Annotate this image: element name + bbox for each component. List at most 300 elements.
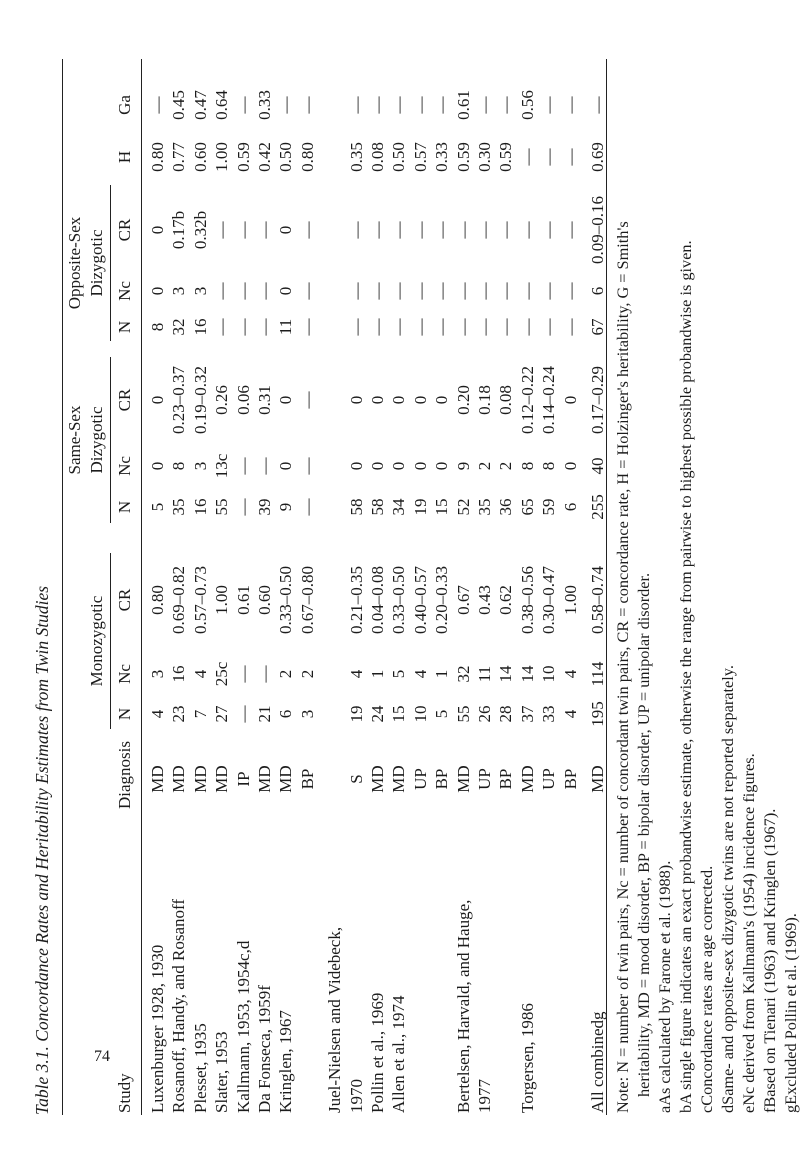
col-os-n: N: [115, 320, 134, 334]
cell-os-n: 16: [190, 318, 210, 336]
cell-mz-n: 5: [432, 709, 452, 719]
cell-study: Pollin et al., 1969: [368, 992, 387, 1113]
cell-mz-n: 37: [517, 705, 537, 723]
cell-diagnosis: MD: [169, 765, 189, 793]
cell-diagnosis: BP: [496, 768, 516, 790]
cell-os-nc: —: [475, 282, 494, 300]
cell-os-n: 11: [276, 318, 296, 336]
cell-ss-cr: 0: [276, 395, 296, 405]
cell-mz-n: 24: [368, 705, 387, 723]
cell-mz-nc: 10: [539, 665, 559, 683]
cell-os-cr: —: [368, 221, 387, 239]
cell-diagnosis: BP: [560, 768, 580, 790]
cell-ss-nc: 0: [276, 461, 296, 471]
cell-g: —: [496, 96, 516, 114]
cell-mz-nc: 16: [169, 665, 189, 683]
cell-os-nc: 3: [169, 286, 189, 296]
cell-mz-cr: 0.43: [475, 585, 494, 615]
col-ss-n: N: [115, 500, 134, 514]
cell-h: —: [560, 148, 580, 166]
cell-mz-nc: 3: [148, 669, 167, 679]
footnote-c: cConcordance rates are age corrected.: [697, 865, 716, 1113]
cell-mz-nc: 2: [297, 669, 317, 679]
cell-os-cr: 0: [148, 225, 167, 235]
cell-ss-n: —: [233, 498, 253, 516]
cell-g: —: [233, 96, 253, 114]
ss-group-rule: [110, 357, 111, 523]
cell-os-nc: —: [453, 282, 473, 300]
cell-os-nc: —: [346, 282, 366, 300]
table-row: [494, 0, 518, 1175]
table-notes: [612, 53, 800, 1113]
cell-study: Torgersen, 1986: [517, 1003, 537, 1113]
cell-mz-cr: 1.00: [212, 585, 232, 615]
cell-h: 0.42: [255, 142, 274, 172]
cell-mz-nc: 4: [190, 669, 210, 679]
table-row: [167, 0, 191, 1175]
table-caption: Table 3.1. Concordance Rates and Heritability Estimates from Twin Studies: [32, 585, 52, 1115]
cell-os-n: —: [496, 318, 516, 336]
cell-os-nc: 3: [190, 286, 210, 296]
column-header-row: [113, 0, 137, 1175]
cell-ss-n: 255: [588, 494, 607, 520]
cell-os-n: —: [475, 318, 494, 336]
cell-mz-n: 26: [475, 705, 494, 723]
cell-diagnosis: BP: [297, 768, 317, 790]
col-os-nc: Nc: [115, 281, 134, 301]
cell-h: 0.08: [368, 142, 387, 172]
cell-os-nc: —: [432, 282, 452, 300]
cell-h: 0.60: [190, 142, 210, 172]
cell-ss-n: 39: [255, 498, 274, 516]
cell-mz-cr: 0.04–0.08: [368, 566, 387, 634]
cell-os-cr: 0.32b: [190, 210, 210, 250]
cell-os-cr: —: [475, 221, 494, 239]
cell-mz-nc: 25c: [212, 661, 232, 687]
cell-ss-nc: —: [297, 457, 317, 475]
cell-g: —: [276, 96, 296, 114]
cell-ss-cr: 0.06: [233, 385, 253, 415]
cell-g: —: [389, 96, 409, 114]
cell-g: —: [368, 96, 387, 114]
cell-h: 0.57: [410, 142, 430, 172]
cell-mz-n: 3: [297, 709, 317, 719]
cell-mz-cr: 1.00: [560, 585, 580, 615]
cell-mz-nc: 1: [432, 669, 452, 679]
cell-ss-cr: 0: [389, 395, 409, 405]
cell-ss-n: 52: [453, 498, 473, 516]
cell-diagnosis: MD: [148, 765, 167, 793]
cell-study: 1977: [475, 1079, 494, 1113]
cell-study: Rosanoff, Handy, and Rosanoff: [169, 898, 189, 1113]
table-row: [430, 0, 454, 1175]
cell-h: 0.33: [432, 142, 452, 172]
cell-mz-cr: 0.20–0.33: [432, 566, 452, 634]
footnote-g: gExcluded Pollin et al. (1969).: [781, 913, 800, 1113]
mz-group-rule: [110, 553, 111, 729]
cell-os-cr: —: [517, 221, 537, 239]
cell-g: —: [297, 96, 317, 114]
cell-os-nc: —: [410, 282, 430, 300]
table-row: [232, 0, 256, 1175]
cell-os-cr: —: [346, 221, 366, 239]
cell-os-cr: —: [432, 221, 452, 239]
cell-h: 0.35: [346, 142, 366, 172]
cell-mz-n: 19: [346, 705, 366, 723]
note-line: Note: N = number of twin pairs, Nc = number of concordant twin pairs, CR = concordance rate, H = Holzinger's heritability, G = Smith's: [613, 221, 632, 1113]
cell-study: All combinedg: [588, 1011, 607, 1113]
cell-diagnosis: MD: [588, 765, 607, 793]
cell-os-cr: —: [453, 221, 473, 239]
col-ss-cr: CR: [115, 388, 134, 412]
cell-ss-cr: 0: [346, 395, 366, 405]
cell-g: —: [410, 96, 430, 114]
cell-diagnosis: UP: [410, 768, 430, 790]
cell-study: Juel-Nielsen and Videbeck,: [325, 926, 345, 1113]
col-mz-nc: Nc: [115, 664, 134, 684]
cell-ss-nc: 0: [410, 461, 430, 471]
cell-mz-nc: 14: [496, 665, 516, 683]
group-header-opposite-sex-dizygotic: Opposite-Sex Dizygotic: [65, 216, 106, 310]
cell-os-nc: 0: [276, 286, 296, 296]
col-mz-cr: CR: [115, 588, 134, 612]
cell-ss-nc: 8: [169, 461, 189, 471]
cell-os-cr: —: [389, 221, 409, 239]
cell-ss-nc: 13c: [212, 453, 232, 479]
table-row: [189, 0, 213, 1175]
table-row: [146, 0, 170, 1175]
cell-os-n: —: [560, 318, 580, 336]
bottom-rule: [606, 59, 607, 1115]
cell-ss-n: 15: [432, 498, 452, 516]
cell-diagnosis: MD: [368, 765, 387, 793]
cell-diagnosis: MD: [276, 765, 296, 793]
cell-ss-cr: 0.31: [255, 385, 274, 415]
cell-mz-nc: 1: [368, 669, 387, 679]
cell-g: —: [346, 96, 366, 114]
cell-ss-n: 55: [212, 498, 232, 516]
table-row: [296, 0, 320, 1175]
cell-ss-cr: 0.08: [496, 385, 516, 415]
col-os-cr: CR: [115, 218, 134, 242]
cell-os-cr: —: [410, 221, 430, 239]
cell-os-n: —: [346, 318, 366, 336]
cell-ss-n: 16: [190, 498, 210, 516]
cell-h: 0.59: [233, 142, 253, 172]
cell-ss-n: 19: [410, 498, 430, 516]
cell-mz-cr: 0.33–0.50: [389, 566, 409, 634]
cell-ss-nc: 0: [432, 461, 452, 471]
table-row: [274, 0, 298, 1175]
cell-g: —: [432, 96, 452, 114]
cell-ss-nc: 8: [517, 461, 537, 471]
cell-mz-cr: 0.67–0.80: [297, 566, 317, 634]
cell-ss-cr: 0.23–0.37: [169, 366, 189, 434]
cell-os-nc: —: [297, 282, 317, 300]
cell-study: Bertelsen, Harvald, and Hauge,: [453, 899, 473, 1113]
cell-os-cr: 0: [276, 225, 296, 235]
cell-h: 0.77: [169, 142, 189, 172]
cell-mz-n: 7: [190, 709, 210, 719]
cell-study: Allen et al., 1974: [389, 995, 409, 1113]
cell-os-cr: —: [539, 221, 559, 239]
cell-ss-cr: 0.18: [475, 385, 494, 415]
cell-diagnosis: MD: [389, 765, 409, 793]
cell-ss-cr: 0: [432, 395, 452, 405]
table-row: [559, 0, 583, 1175]
cell-mz-n: 28: [496, 705, 516, 723]
cell-ss-nc: 2: [496, 461, 516, 471]
cell-os-nc: 0: [148, 286, 167, 296]
cell-os-n: —: [410, 318, 430, 336]
os-group-rule: [110, 185, 111, 341]
cell-os-n: —: [389, 318, 409, 336]
footnote-f: fBased on Tienari (1963) and Kringlen (1967).: [760, 808, 779, 1113]
cell-study: Plesset, 1935: [190, 1023, 210, 1113]
cell-g: —: [560, 96, 580, 114]
cell-mz-n: 15: [389, 705, 409, 723]
cell-ss-n: 35: [169, 498, 189, 516]
cell-mz-nc: —: [233, 665, 253, 683]
cell-os-cr: —: [255, 221, 274, 239]
cell-os-nc: —: [255, 282, 274, 300]
cell-ss-cr: 0.26: [212, 385, 232, 415]
cell-os-cr: —: [560, 221, 580, 239]
cell-study: Luxenburger 1928, 1930: [148, 944, 167, 1113]
cell-ss-n: 5: [148, 502, 167, 512]
cell-os-cr: —: [212, 221, 232, 239]
cell-ss-n: 65: [517, 498, 537, 516]
cell-os-cr: 0.09–0.16: [588, 196, 607, 264]
cell-os-nc: —: [496, 282, 516, 300]
group-header-same-sex-dizygotic: Same-Sex Dizygotic: [65, 405, 106, 475]
cell-mz-cr: 0.33–0.50: [276, 566, 296, 634]
cell-ss-n: 35: [475, 498, 494, 516]
cell-ss-n: 36: [496, 498, 516, 516]
table-row: [537, 0, 561, 1175]
cell-os-nc: —: [560, 282, 580, 300]
col-g: Ga: [115, 95, 134, 115]
cell-diagnosis: UP: [539, 768, 559, 790]
cell-g: —: [475, 96, 494, 114]
table-row: [323, 0, 347, 1175]
cell-ss-cr: 0.20: [453, 385, 473, 415]
cell-mz-nc: 32: [453, 665, 473, 683]
top-rule: [62, 59, 63, 1115]
cell-os-n: —: [453, 318, 473, 336]
cell-ss-cr: 0: [560, 395, 580, 405]
col-ss-nc: Nc: [115, 456, 134, 476]
cell-os-cr: —: [297, 221, 317, 239]
cell-h: 1.00: [212, 142, 232, 172]
cell-mz-nc: —: [255, 665, 274, 683]
cell-g: 0.33: [255, 90, 274, 120]
cell-mz-n: —: [233, 705, 253, 723]
cell-mz-cr: 0.21–0.35: [346, 566, 366, 634]
cell-mz-nc: 11: [475, 665, 494, 683]
cell-mz-n: 21: [255, 705, 274, 723]
cell-h: —: [517, 148, 537, 166]
col-h: H: [115, 150, 134, 164]
cell-study: 1970: [346, 1079, 366, 1113]
cell-os-nc: —: [517, 282, 537, 300]
cell-mz-nc: 4: [346, 669, 366, 679]
cell-diagnosis: UP: [475, 768, 494, 790]
cell-study: Kallmann, 1953, 1954c,d: [233, 940, 253, 1113]
cell-g: 0.64: [212, 90, 232, 120]
cell-mz-n: 6: [276, 709, 296, 719]
cell-os-nc: —: [212, 282, 232, 300]
cell-ss-cr: 0: [368, 395, 387, 405]
cell-diagnosis: MD: [517, 765, 537, 793]
cell-mz-cr: 0.67: [453, 585, 473, 615]
cell-ss-n: —: [297, 498, 317, 516]
cell-g: —: [539, 96, 559, 114]
cell-h: 0.80: [297, 142, 317, 172]
cell-diagnosis: S: [346, 774, 366, 784]
cell-ss-cr: 0: [410, 395, 430, 405]
cell-mz-n: 4: [560, 709, 580, 719]
cell-g: —: [588, 96, 607, 114]
cell-mz-nc: 4: [410, 669, 430, 679]
cell-mz-nc: 5: [389, 669, 409, 679]
cell-os-n: —: [432, 318, 452, 336]
cell-mz-n: 33: [539, 705, 559, 723]
cell-g: 0.45: [169, 90, 189, 120]
cell-ss-nc: 2: [475, 461, 494, 471]
cell-os-cr: —: [496, 221, 516, 239]
cell-os-nc: —: [539, 282, 559, 300]
cell-g: 0.61: [453, 90, 473, 120]
cell-h: 0.80: [148, 142, 167, 172]
cell-study: Slater, 1953: [212, 1031, 232, 1113]
cell-mz-cr: 0.40–0.57: [410, 566, 430, 634]
cell-ss-nc: 0: [148, 461, 167, 471]
cell-ss-cr: 0.19–0.32: [190, 366, 210, 434]
cell-os-n: 67: [588, 318, 607, 336]
cell-diagnosis: MD: [212, 765, 232, 793]
cell-g: 0.47: [190, 90, 210, 120]
cell-mz-nc: 114: [588, 661, 607, 687]
cell-mz-cr: 0.57–0.73: [190, 566, 210, 634]
cell-mz-cr: 0.62: [496, 585, 516, 615]
cell-ss-cr: 0.12–0.22: [517, 366, 537, 434]
table-row: [345, 0, 369, 1175]
cell-os-n: 8: [148, 322, 167, 332]
cell-ss-n: 58: [346, 498, 366, 516]
cell-os-cr: —: [233, 221, 253, 239]
cell-os-n: —: [233, 318, 253, 336]
cell-os-nc: 6: [588, 286, 607, 296]
table-row: [210, 0, 234, 1175]
table-row: [473, 0, 497, 1175]
cell-diagnosis: MD: [190, 765, 210, 793]
cell-ss-n: 9: [276, 502, 296, 512]
cell-ss-nc: —: [233, 457, 253, 475]
cell-mz-nc: 4: [560, 669, 580, 679]
cell-study: Kringlen, 1967: [276, 1010, 296, 1113]
cell-os-n: —: [255, 318, 274, 336]
cell-ss-nc: 0: [389, 461, 409, 471]
cell-ss-nc: 0: [346, 461, 366, 471]
note-line: heritability, MD = mood disorder, BP = bipolar disorder, UP = unipolar disorder.: [634, 572, 653, 1097]
cell-ss-nc: —: [255, 457, 274, 475]
cell-study: Da Fonseca, 1959f: [255, 985, 274, 1113]
cell-os-nc: —: [233, 282, 253, 300]
cell-h: 0.50: [389, 142, 409, 172]
cell-mz-nc: 14: [517, 665, 537, 683]
cell-os-n: —: [517, 318, 537, 336]
cell-ss-n: 34: [389, 498, 409, 516]
cell-os-n: —: [297, 318, 317, 336]
cell-ss-cr: —: [297, 391, 317, 409]
cell-h: 0.59: [496, 142, 516, 172]
cell-h: 0.30: [475, 142, 494, 172]
cell-ss-n: 58: [368, 498, 387, 516]
cell-mz-n: 55: [453, 705, 473, 723]
page-number: 74: [94, 1048, 110, 1065]
cell-diagnosis: MD: [453, 765, 473, 793]
cell-g: —: [148, 96, 167, 114]
cell-ss-n: 6: [560, 502, 580, 512]
cell-mz-cr: 0.60: [255, 585, 274, 615]
cell-mz-n: 10: [410, 705, 430, 723]
cell-mz-cr: 0.38–0.56: [517, 566, 537, 634]
cell-mz-n: 23: [169, 705, 189, 723]
cell-ss-cr: 0.14–0.24: [539, 366, 559, 434]
cell-h: 0.50: [276, 142, 296, 172]
cell-g: 0.56: [517, 90, 537, 120]
table-row: [387, 0, 411, 1175]
cell-h: 0.59: [453, 142, 473, 172]
group-header-monozygotic: Monozygotic: [87, 595, 106, 687]
table-row: [516, 0, 540, 1175]
cell-ss-n: 59: [539, 498, 559, 516]
cell-mz-cr: 0.30–0.47: [539, 566, 559, 634]
cell-os-n: —: [539, 318, 559, 336]
cell-mz-nc: 2: [276, 669, 296, 679]
col-diagnosis: Diagnosis: [115, 741, 134, 809]
cell-os-cr: 0.17b: [169, 210, 189, 250]
cell-ss-nc: 9: [453, 461, 473, 471]
cell-ss-cr: 0: [148, 395, 167, 405]
cell-os-nc: —: [368, 282, 387, 300]
cell-diagnosis: BP: [432, 768, 452, 790]
footnote-a: aAs calculated by Farone et al. (1988).: [655, 860, 674, 1113]
cell-mz-cr: 0.80: [148, 585, 167, 615]
cell-os-nc: —: [389, 282, 409, 300]
col-mz-n: N: [115, 707, 134, 721]
cell-h: 0.69: [588, 142, 607, 172]
cell-mz-n: 4: [148, 709, 167, 719]
col-study: Study: [115, 1073, 134, 1113]
table-row: [366, 0, 390, 1175]
cell-ss-nc: 8: [539, 461, 559, 471]
cell-os-n: 32: [169, 318, 189, 336]
table-row: [253, 0, 277, 1175]
cell-diagnosis: MD: [255, 765, 274, 793]
cell-os-n: —: [212, 318, 232, 336]
cell-os-n: —: [368, 318, 387, 336]
table-row: [409, 0, 433, 1175]
cell-mz-cr: 0.58–0.74: [588, 566, 607, 634]
cell-ss-nc: 0: [560, 461, 580, 471]
header-rule: [141, 59, 142, 1115]
cell-ss-nc: 40: [588, 457, 607, 475]
cell-ss-nc: 0: [368, 461, 387, 471]
cell-ss-cr: 0.17–0.29: [588, 366, 607, 434]
cell-mz-cr: 0.61: [233, 585, 253, 615]
